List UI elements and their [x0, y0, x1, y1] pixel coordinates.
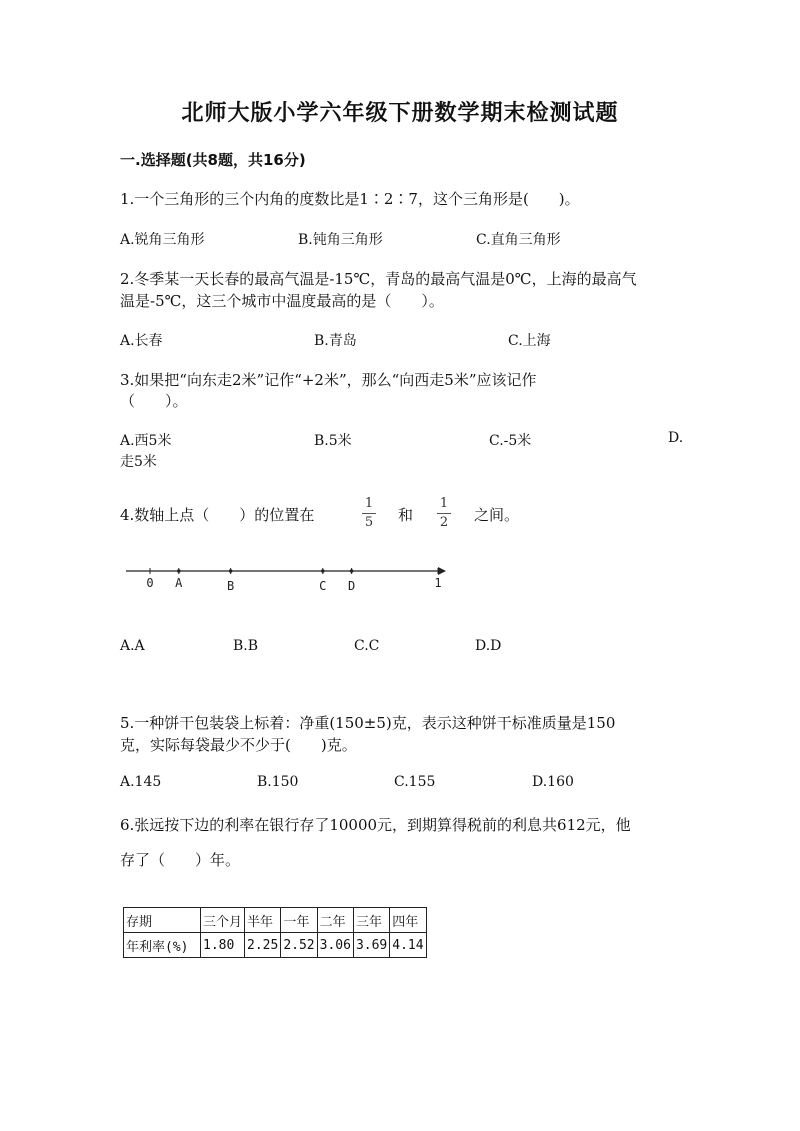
number-line-arrow: [438, 567, 446, 575]
question-5-text-line2: 克，实际每袋最少不少于( )克。: [120, 736, 357, 754]
table-cell: 4.14: [390, 933, 426, 958]
fraction-one-half-numerator: 1: [439, 496, 449, 511]
fraction-one-half: [437, 496, 451, 531]
page-title: 北师大版小学六年级下册数学期末检测试题: [181, 101, 619, 126]
question-4-text-end: 之间。: [474, 506, 520, 524]
table-cell: 年利率(%): [124, 933, 201, 958]
number-line-label: A: [175, 576, 183, 590]
q4-option-b: B.B: [233, 638, 259, 654]
number-line-marks: [146, 568, 441, 593]
question-3-text-line1: 3.如果把“向东走2米”记作“+2米”，那么“向西走5米”应该记作: [120, 371, 537, 389]
table-row: [124, 933, 427, 958]
question-6-text-line1: 6.张远按下边的利率在银行存了10000元，到期算得税前的利息共612元，他: [120, 816, 631, 834]
q4-option-d: D.D: [475, 638, 502, 654]
number-line-label: C: [319, 579, 327, 593]
table-cell: 二年: [317, 908, 353, 933]
number-line-point: [321, 569, 325, 573]
fraction-bar: [437, 513, 451, 514]
q5-option-d: D.160: [532, 774, 574, 790]
q1-option-a: A.锐角三角形: [120, 232, 205, 248]
q3-option-b: B.5米: [314, 433, 352, 449]
number-line: [120, 560, 450, 600]
q5-option-c: C.155: [394, 774, 436, 790]
number-line-point: [350, 569, 354, 573]
question-4-text-start: 4.数轴上点（ ）的位置在: [120, 506, 315, 524]
fraction-one-fifth-numerator: 1: [364, 496, 374, 511]
table-cell: 2.52: [281, 933, 317, 958]
fraction-one-half-denominator: 2: [439, 515, 449, 530]
q2-option-c: C.上海: [508, 333, 551, 349]
fraction-bar: [362, 513, 376, 514]
number-line-label: D: [347, 579, 356, 593]
section-heading: 一.选择题(共8题，共16分): [120, 151, 306, 169]
table-cell: 1.80: [201, 933, 245, 958]
q1-option-b: B.钝角三角形: [298, 232, 383, 248]
q2-option-b: B.青岛: [314, 333, 357, 349]
question-2-text-line2: 温是-5℃，这三个城市中温度最高的是（ ）。: [120, 292, 444, 310]
number-line-point: [229, 569, 233, 573]
table-cell: 3.69: [353, 933, 389, 958]
number-line-label: 1: [434, 576, 442, 590]
q3-option-c: C.-5米: [489, 433, 532, 449]
interest-rate-table: [123, 907, 427, 958]
q5-option-a: A.145: [120, 774, 162, 790]
number-line-label: B: [227, 579, 235, 593]
number-line-label: 0: [146, 576, 154, 590]
number-line-point: [177, 569, 181, 573]
table-cell: 四年: [390, 908, 426, 933]
fraction-one-fifth-denominator: 5: [364, 515, 374, 530]
q1-option-c: C.直角三角形: [476, 232, 561, 248]
table-cell: 三个月: [201, 908, 245, 933]
question-5-text-line1: 5.一种饼干包装袋上标着：净重(150±5)克，表示这种饼干标准质量是150: [120, 714, 616, 732]
q3-option-a: A.西5米: [120, 433, 172, 449]
question-4-text-and: 和: [398, 506, 414, 524]
q3-option-d-continued: 走5米: [120, 454, 157, 470]
question-6-text-line2: 存了（ ）年。: [120, 851, 241, 869]
table-cell: 三年: [353, 908, 389, 933]
q4-option-a: A.A: [120, 638, 145, 654]
q2-option-a: A.长春: [120, 333, 163, 349]
table-cell: 半年: [245, 908, 281, 933]
table-header-row: [124, 908, 427, 933]
question-2-text-line1: 2.冬季某一天长春的最高气温是-15℃，青岛的最高气温是0℃，上海的最高气: [120, 270, 637, 288]
question-3-text-line2: （ ）。: [120, 392, 188, 410]
q4-option-c: C.C: [354, 638, 380, 654]
table-cell: 3.06: [317, 933, 353, 958]
table-cell: 一年: [281, 908, 317, 933]
table-cell: 2.25: [245, 933, 281, 958]
q5-option-b: B.150: [257, 774, 299, 790]
fraction-one-fifth: [362, 496, 376, 531]
q3-option-d: D.: [668, 430, 684, 446]
table-cell: 存期: [124, 908, 201, 933]
question-1-text: 1.一个三角形的三个内角的度数比是1∶2∶7，这个三角形是( )。: [120, 190, 580, 208]
